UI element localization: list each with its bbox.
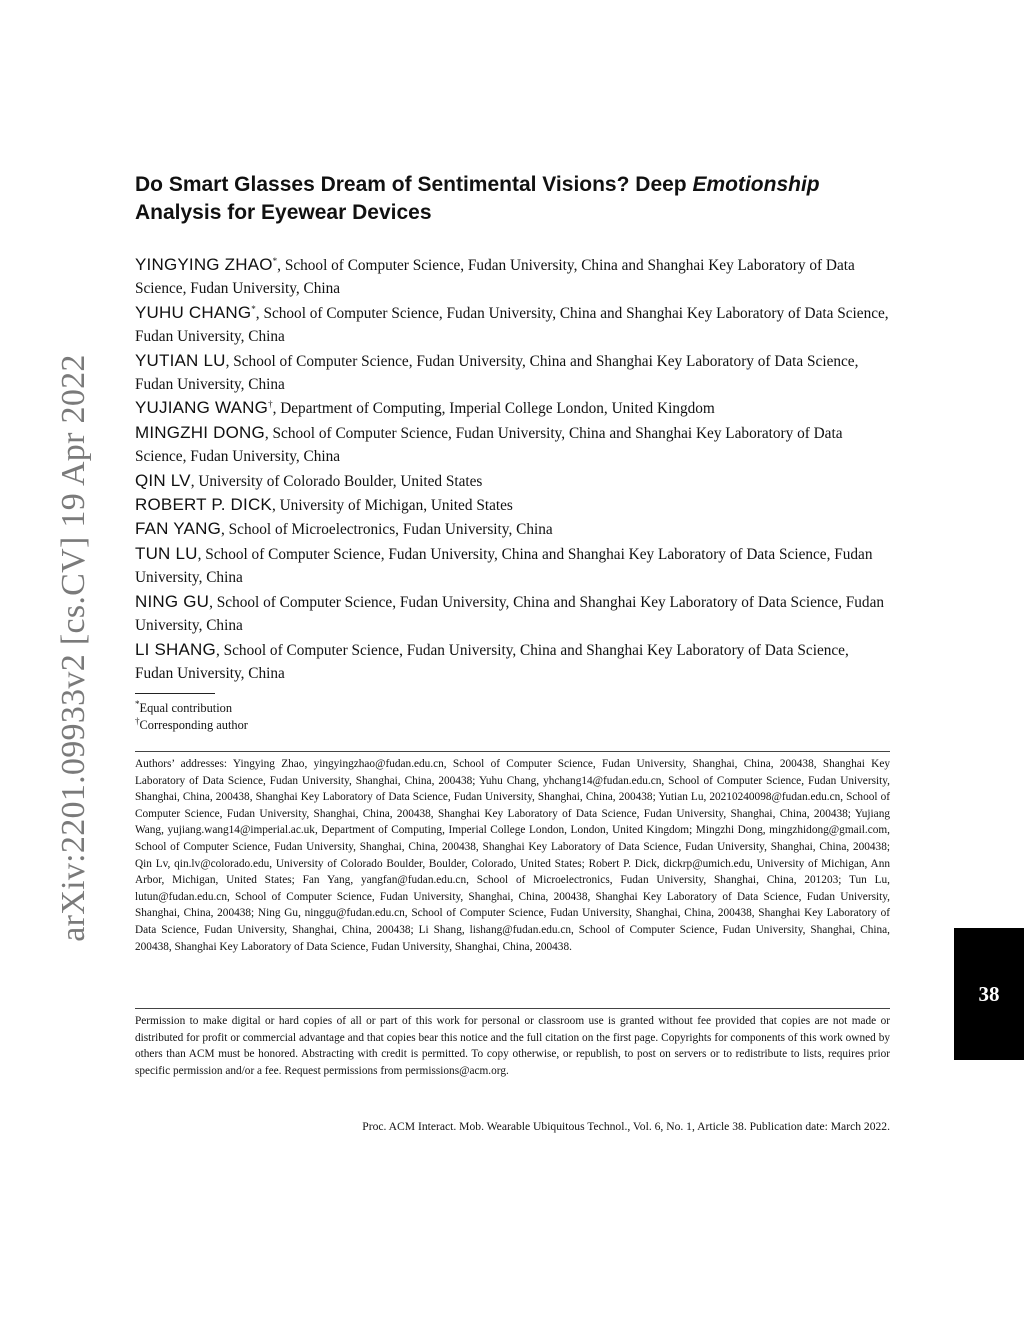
author-entry [135,590,890,638]
author-entry [135,396,890,420]
footnote-mark: * [135,698,140,709]
author-mark: * [251,303,256,314]
author-name: ROBERT P. DICK [135,495,272,515]
title-part-2: Analysis for Eyewear Devices [135,201,432,224]
footnotes [135,700,890,734]
author-name: YUJIANG WANG [135,398,269,418]
title-emphasis: Emotionship [692,173,820,196]
author-name: YUHU CHANG [135,302,252,322]
addresses-divider [135,751,890,752]
author-entry [135,517,890,541]
permission-divider [135,1008,890,1009]
copyright-permission-notice: Permission to make digital or hard copies of all or part of this work for personal or classroom use is granted without fee provided that copies are not made or distributed for profit or commercial advantage and that copies bear this notice and the full citation on the first page. Copyrights for components of this work owned by others than ACM must be honored. Abstracting with credit is permitted. To copy otherwise, or republish, to post on servers or to redistribute to lists, requires prior specific permission and/or a fee. Request permissions from permissions@acm.org. [135,1015,890,1077]
author-mark: * [272,255,278,266]
author-entry [135,638,890,686]
author-affiliation: , School of Computer Science, Fudan University, China and Shanghai Key Laboratory of Data Science, Fudan University, China [135,545,873,587]
author-entry [135,493,890,517]
footnote-corresponding-author [135,717,890,734]
footnote-text: Corresponding author [139,718,248,732]
author-name: MINGZHI DONG [135,422,265,442]
author-affiliation: , School of Computer Science, Fudan University, China and Shanghai Key Laboratory of Data Science, Fudan University, China [135,424,843,466]
author-entry [135,421,890,469]
author-affiliation: , School of Computer Science, Fudan University, China and Shanghai Key Laboratory of Data Science, Fudan University, China [135,352,859,394]
author-name: LI SHANG [135,639,216,659]
journal-citation-footer: Proc. ACM Interact. Mob. Wearable Ubiquitous Technol., Vol. 6, No. 1, Article 38. Publication date: March 2022. [362,1120,890,1133]
author-affiliation: , University of Michigan, United States [271,497,513,515]
author-entry [135,253,890,301]
author-name: FAN YANG [135,519,221,539]
author-name: TUN LU [135,543,198,563]
author-entry [135,469,890,493]
author-list [135,253,890,685]
footnote-equal-contribution [135,700,890,717]
paper-title [135,171,895,227]
author-entry [135,349,890,397]
footnote-divider [135,693,215,694]
author-name: YINGYING ZHAO [135,255,273,274]
authors-addresses: Authors’ addresses: Yingying Zhao, yingyingzhao@fudan.edu.cn, School of Computer Science, Fudan University, Shanghai, China, 200438, Shanghai Key Laboratory of Data Science, Fudan University, Shanghai, China, 200438; Yuhu Chang, yhchang14@fudan.edu.cn, School of Computer Science, Fudan University, Shanghai, China, 200438, Shanghai Key Laboratory of Data Science, Fudan University, Shanghai, China, 200438; Yutian Lu, 20210240098@fudan.edu.cn, School of Computer Science, Fudan University, Shanghai, China, 200438, Shanghai Key Laboratory of Data Science, Fudan University, Shanghai, China, 200438; Yujiang Wang, yujiang.wang14@imperial.ac.uk, Department of Computing, Imperial College London, London, United Kingdom; Mingzhi Dong, mingzhidong@gmail.com, School of Computer Science, Fudan University, Shanghai, China, 200438, Shanghai Key Laboratory of Data Science, Fudan University, Shanghai, China, 200438; Qin Lv, qin.lv@colorado.edu, University of Colorado Boulder, Boulder, Colorado, United States; Robert P. Dick, dickrp@umich.edu, University of Michigan, Ann Arbor, Michigan, United States; Fan Yang, yangfan@fudan.edu.cn, School of Microelectronics, Fudan University, Shanghai, China, 201203; Tun Lu, lutun@fudan.edu.cn, School of Computer Science, Fudan University, Shanghai, China, 200438, Shanghai Key Laboratory of Data Science, Fudan University, Shanghai, China, 200438; Ning Gu, ninggu@fudan.edu.cn, School of Computer Science, Fudan University, Shanghai, China, 200438, Shanghai Key Laboratory of Data Science, Fudan University, Shanghai, China, 200438; Li Shang, lishang@fudan.edu.cn, School of Computer Science, Fudan University, Shanghai, China, 200438, Shanghai Key Laboratory of Data Science, Fudan University, Shanghai, China, 200438. [135,758,890,953]
article-number-tab [954,928,1024,1060]
author-name: QIN LV [135,470,191,490]
author-entry [135,542,890,590]
author-affiliation: , School of Computer Science, Fudan University, China and Shanghai Key Laboratory of Data Science, Fudan University, China [135,641,849,682]
author-affiliation: , Department of Computing, Imperial College London, United Kingdom [272,400,715,418]
author-name: YUTIAN LU [135,350,226,370]
author-name: NING GU [135,591,210,611]
title-part-1: Do Smart Glasses Dream of Sentimental Visions? Deep [135,173,693,196]
author-entry [135,301,890,349]
author-affiliation: , University of Colorado Boulder, United States [190,472,483,490]
author-affiliation: , School of Computer Science, Fudan University, China and Shanghai Key Laboratory of Data Science, Fudan University, China [135,304,889,346]
author-affiliation: , School of Microelectronics, Fudan University, China [221,521,553,539]
author-affiliation: , School of Computer Science, Fudan University, China and Shanghai Key Laboratory of Data Science, Fudan University, China [135,257,855,298]
author-mark: † [268,399,273,410]
footnote-text: Equal contribution [139,701,233,715]
footnote-mark: † [135,715,140,726]
article-number: 38 [978,981,1000,1006]
author-affiliation: , School of Computer Science, Fudan University, China and Shanghai Key Laboratory of Data Science, Fudan University, China [135,593,885,635]
arxiv-identifier-stamp: arXiv:2201.09933v2 [cs.CV] 19 Apr 2022 [55,354,92,942]
